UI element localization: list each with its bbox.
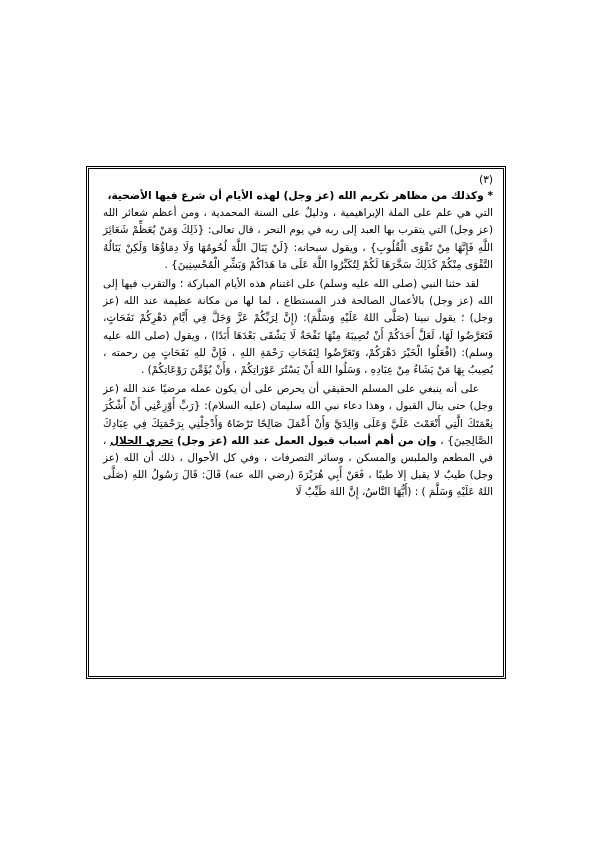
acceptance-bold-phrase: وإن من أهم أسباب قبول العمل عند الله (عز وجل) <box>176 434 437 447</box>
section-heading: * وكذلك من مظاهر تكريم الله (عز وجل) لهذه الأيام أن شرع فيها الأضحية، <box>107 190 493 202</box>
page-content <box>103 173 493 502</box>
paragraph-udhiyah: التي هي علم على الملة الإبراهيمية ، ودليلٌ على السنة المحمدية ، ومن أعظم شعائر الله (عز وجل) التي يتقرب بها العبد إلى ربه في يوم النحر ، قال تعالى: {ذَلِكَ وَمَنْ يُعَظِّمْ شَعَائِرَ اللَّهِ فَإِنَّهَا مِنْ تَقْوَى الْقُلُوبِ} ، ويقول سبحانه: {لَنْ يَنَالَ اللَّهَ لُحُومُهَا وَلَا دِمَاؤُهَا وَلَكِنْ يَنَالُهُ التَّقْوَى مِنْكُمْ كَذَلِكَ سَخَّرَهَا لَكُمْ لِتُكَبِّرُوا اللَّهَ عَلَى مَا هَدَاكُمْ وَبَشِّرِ الْمُحْسِنِينَ} . <box>103 207 493 271</box>
page-number: (٣) <box>479 174 493 186</box>
halal-phrase: تحري الحلال <box>110 434 174 447</box>
page-frame <box>86 166 506 679</box>
acceptance-text-2: ، في المطعم والملبس والمسكن ، وسائر التصرفات ، وفي كل الأحوال ، ذلك أن الله (عز وجل) طيبٌ لا يقبل إلا طيبًا ، فَعَنْ أَبِي هُرَيْرَةَ (رضي الله عنه) قَالَ: قَالَ رَسُولُ اللهِ (صَلَّى اللهُ عَلَيْهِ وَسَلَّمَ ) : (أَيُّهَا النَّاسُ، إِنَّ اللهَ طَيِّبٌ لَا <box>103 434 493 499</box>
paragraph-blessed-days: لقد حثنا النبي (صلى الله عليه وسلم) على اغتنام هذه الأيام المباركة ؛ والتقرب فيها إلى الله (عز وجل) بالأعمال الصالحة قدر المستطاع ، لما لها من مكانة عظيمة عند الله (عز وجل) ؛ يقول نبينا (صَلَّى اللهُ عَلَيْهِ وَسَلَّمَ): (إِنَّ لِرَبِّكُمْ عَزَّ وَجَلَّ فِي أَيَّامِ دَهْرِكُمْ نَفَحَاتٍ، فَتَعَرَّضُوا لَهَا، لَعَلَّ أَحَدَكُمْ أَنْ تُصِيبَهُ مِنْهَا نَفْحَةٌ لَا يَشْقَى بَعْدَهَا أَبَدًا) ، ويقول (صلى الله عليه وسلم): (افْعَلُوا الْخَيْرَ دَهْرَكُمْ، وَتَعَرَّضُوا لِنَفَحَاتِ رَحْمَةِ اللهِ ، فَإِنَّ للهِ نَفَحَاتٍ مِن رحمته ، يُصِيبُ بِهَا مَنْ يَشَاءُ مِنْ عِبَادِهِ ، وَسَلُوا اللهَ أَنْ يَسْتُرَ عَوْرَاتِكُمْ ، وَأَنْ يُؤَمِّنَ رَوْعَاتِكُمْ) . <box>103 278 493 377</box>
paragraph-acceptance <box>103 381 493 501</box>
acceptance-text-1: على أنه ينبغي على المسلم الحقيقي أن يحرص على أن يكون عمله مرضيًا عند الله (عز وجل) حتى ينال القبول ، وهذا دعاء نبي الله سليمان (عليه السلام): {رَبِّ أَوْزِعْنِي أَنْ أَشْكُرَ نِعْمَتَكَ الَّتِي أَنْعَمْتَ عَلَيَّ وَعَلَى وَالِدَيَّ وَأَنْ أَعْمَلَ صَالِحًا تَرْضَاهُ وَأَدْخِلْنِي بِرَحْمَتِكَ فِي عِبَادِكَ الصَّالِحِينَ} ، <box>103 383 493 447</box>
